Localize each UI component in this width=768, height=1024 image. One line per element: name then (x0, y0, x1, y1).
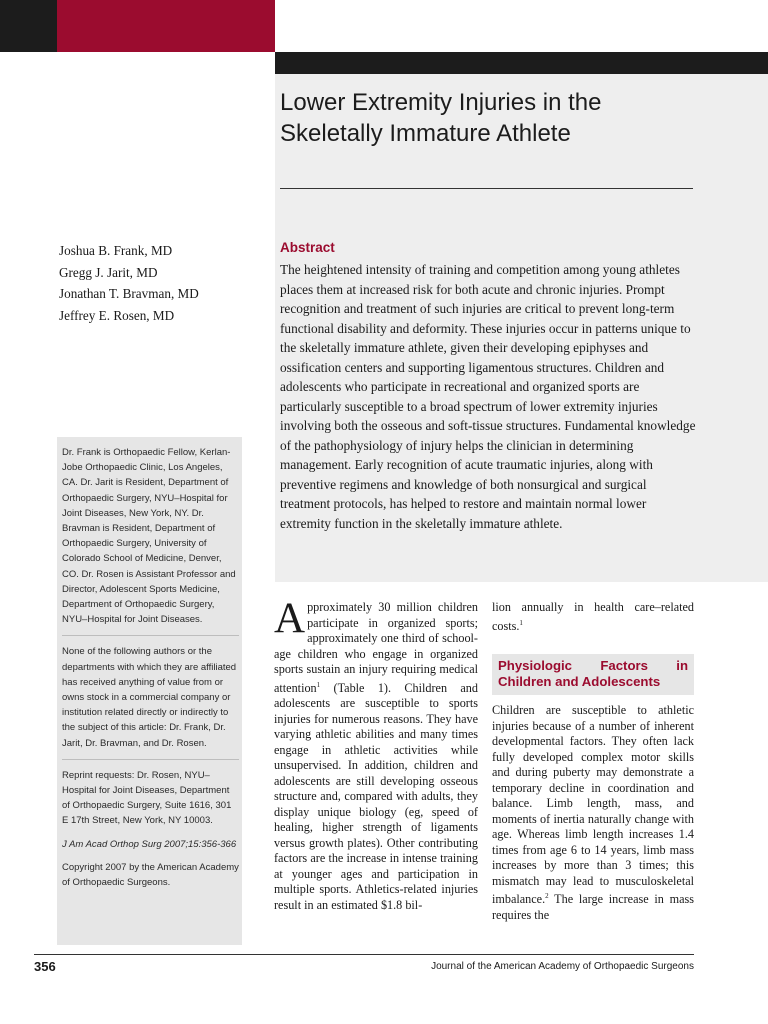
author-list (59, 240, 269, 326)
body-text: Children are susceptible to athletic injuries because of a number of inherent developmental factors. They often lack fully developed complex motor skills and during puberty may demonstrate a temporary decline in coordination and balance. Limb length, mass, and moments of inertia naturally change with age. Whereas limb length increases 1.4 times from age 6 to 14 years, limb mass increases by more than 3 times; this mismatch may lead to musculoskeletal imbalance. (492, 703, 694, 907)
abstract-heading: Abstract (280, 240, 335, 255)
author-name: Gregg J. Jarit, MD (59, 264, 158, 280)
body-paragraph: pproximately 30 million children participate in organized sports; approximately one third of school-age children who engage in organized sports sustain an injury requiring medical attention (274, 600, 478, 695)
abstract-text: The heightened intensity of training and competition among young athletes places them at increased risk for both acute and chronic injuries. Prompt recognition and treatment of such injuries are critical to prevent long-term functional disability and deformity. These injuries occur in patterns unique to the skeletally immature athlete, given their developing epiphyses and ossification centers and supporting ligamentous structures. Children and adolescents who participate in recreational and organized sports are particularly susceptible to a broad spectrum of lower extremity injuries involving both the osseous and soft-tissue structures. Fundamental knowledge of the pathophysiology of injury helps the clinician in determining management. Early recognition of acute traumatic injuries, along with preventive regimens and knowledge of both nonsurgical and surgical treatment protocols, has helped to restore and maintain normal lower extremity function in the skeletally immature athlete. (280, 262, 696, 531)
body-text: The large increase in mass requires the (492, 892, 694, 922)
affiliations-note: Dr. Frank is Orthopaedic Fellow, Kerlan-Jobe Orthopaedic Clinic, Los Angeles, CA. Dr. Jarit is Resident, Department of Orthopaedic Surgery, NYU–Hospital for Joint Diseases, New York, NY. Dr. Bravman is Resident, Department of Orthopaedic Surgery, University of Colorado School of Medicine, Denver, CO. Dr. Rosen is Assistant Professor and Director, Adolescent Sports Medicine, Department of Orthopaedic Surgery, NYU–Hospital for Joint Diseases. (62, 447, 236, 626)
citation-note: J Am Acad Orthop Surg 2007;15:356-366 (62, 838, 237, 850)
journal-name: Journal of the American Academy of Orthopaedic Surgeons (431, 961, 694, 972)
body-paragraph: (Table 1). Children and adolescents are susceptible to sports injuries for numerous reasons. They have varying athletic abilities and many times engage in athletic activities while unsupervised. In addition, children and adolescents are still developing osseous structure and, compared with adults, they display unique biology (eg, speed of healing, higher strength of ligaments versus growth plates). Other contributing factors are the increase in intense training at younger ages and participation in multiple sports. Athletics-related injuries result in an estimated $1.8 bil- (274, 680, 478, 912)
reprint-note: Reprint requests: Dr. Rosen, NYU–Hospital for Joint Diseases, Department of Orthopaedic Surgery, Suite 1616, 301 E 17th Street, New York, NY 10003. (62, 769, 232, 827)
article-title: Lower Extremity Injuries in the Skeletally Immature Athlete (280, 89, 602, 147)
author-info-sidebar (57, 437, 242, 945)
sidebar-divider (62, 759, 239, 760)
corner-block-black (0, 0, 57, 52)
section-heading: Physiologic Factors in Children and Adolescents (492, 654, 694, 695)
reference-marker: 1 (316, 680, 321, 689)
header-block-red (57, 0, 275, 52)
reference-marker: 1 (519, 618, 523, 627)
author-name: Jonathan T. Bravman, MD (59, 286, 199, 301)
reference-marker: 2 (545, 892, 549, 900)
body-paragraph-continued (492, 600, 694, 640)
body-column-right (492, 600, 694, 923)
section-paragraph (492, 703, 694, 923)
body-text: lion annually in health care–related costs. (492, 600, 694, 633)
author-name: Joshua B. Frank, MD (59, 243, 173, 258)
title-divider (280, 188, 693, 189)
copyright-note: Copyright 2007 by the American Academy of Orthopaedic Surgeons. (62, 861, 239, 889)
body-column-left (274, 595, 478, 913)
footer-divider (34, 954, 694, 955)
sidebar-divider (62, 635, 239, 636)
drop-cap: A (274, 595, 306, 642)
author-name: Jeffrey E. Rosen, MD (59, 307, 175, 323)
page-number: 356 (34, 959, 56, 974)
title-bar (275, 52, 768, 74)
disclosure-note: None of the following authors or the departments with which they are affiliated has received anything of value from or owns stock in a commercial company or institution related directly or indirectly to the subject of this article: Dr. Frank, Dr. Jarit, Dr. Bravman, and Dr. Rosen. (62, 646, 237, 749)
